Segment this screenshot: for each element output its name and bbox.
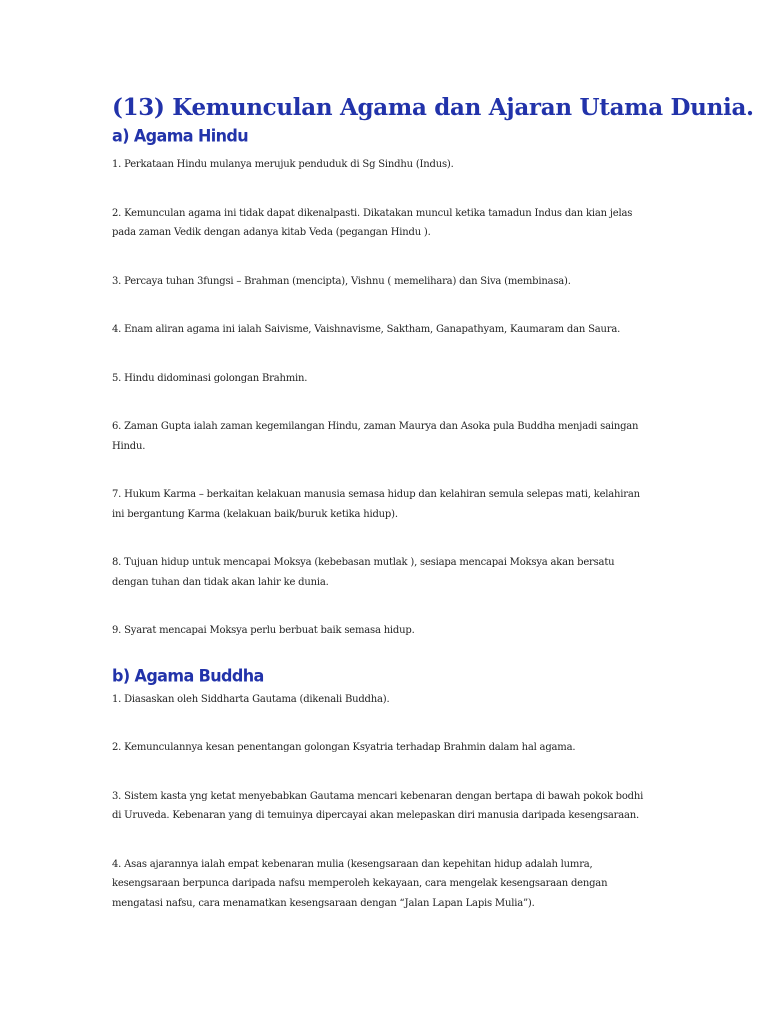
buddha-item-3: 3. Sistem kasta yng ketat menyebabkan Gautama mencari kebenaran dengan bertapa di bawah pokok bodhi di Uruveda. Kebenaran yang di temuinya dipercayai akan melepaskan diri manusia daripada kesengsaraan. xyxy=(112,790,644,821)
page-title: (13) Kemunculan Agama dan Ajaran Utama Dunia. xyxy=(112,94,754,121)
hindu-item-9: 9. Syarat mencapai Moksya perlu berbuat baik semasa hidup. xyxy=(112,625,415,636)
buddha-item-2: 2. Kemunculannya kesan penentangan golongan Ksyatria terhadap Brahmin dalam hal agama. xyxy=(112,742,576,753)
section-heading-hindu: a) Agama Hindu xyxy=(112,126,249,146)
hindu-item-1: 1. Perkataan Hindu mulanya merujuk penduduk di Sg Sindhu (Indus). xyxy=(112,159,454,170)
hindu-item-4: 4. Enam aliran agama ini ialah Saivisme, Vaishnavisme, Saktham, Ganapathyam, Kaumaram dan Saura. xyxy=(112,324,621,335)
document-page xyxy=(112,92,754,913)
buddha-item-4: 4. Asas ajarannya ialah empat kebenaran mulia (kesengsaraan dan kepehitan hidup adalah lumra, kesengsaraan berpunca daripada nafsu memperoleh kekayaan, cara mengelak kesengsaraan dengan mengatasi nafsu, cara menamatkan kesengsaraan dengan “Jalan Lapan Lapis Mulia”). xyxy=(112,858,608,909)
hindu-item-3: 3. Percaya tuhan 3fungsi – Brahman (mencipta), Vishnu ( memelihara) dan Siva (membinasa). xyxy=(112,275,571,287)
hindu-item-2: 2. Kemunculan agama ini tidak dapat dikenalpasti. Dikatakan muncul ketika tamadun Indus dan kian jelas pada zaman Vedik dengan adanya kitab Veda (pegangan Hindu ). xyxy=(112,207,633,238)
hindu-item-7: 7. Hukum Karma – berkaitan kelakuan manusia semasa hidup dan kelahiran semula selepas mati, kelahiran ini bergantung Karma (kelakuan baik/buruk ketika hidup). xyxy=(112,489,640,520)
hindu-item-6: 6. Zaman Gupta ialah zaman kegemilangan Hindu, zaman Maurya dan Asoka pula Buddha menjadi saingan Hindu. xyxy=(112,421,639,452)
hindu-item-8: 8. Tujuan hidup untuk mencapai Moksya (kebebasan mutlak ), sesiapa mencapai Moksya akan bersatu dengan tuhan dan tidak akan lahir ke dunia. xyxy=(112,557,615,588)
section-heading-buddha: b) Agama Buddha xyxy=(112,665,264,686)
buddha-item-1: 1. Diasaskan oleh Siddharta Gautama (dikenali Buddha). xyxy=(112,693,390,705)
hindu-item-5: 5. Hindu didominasi golongan Brahmin. xyxy=(112,372,308,384)
